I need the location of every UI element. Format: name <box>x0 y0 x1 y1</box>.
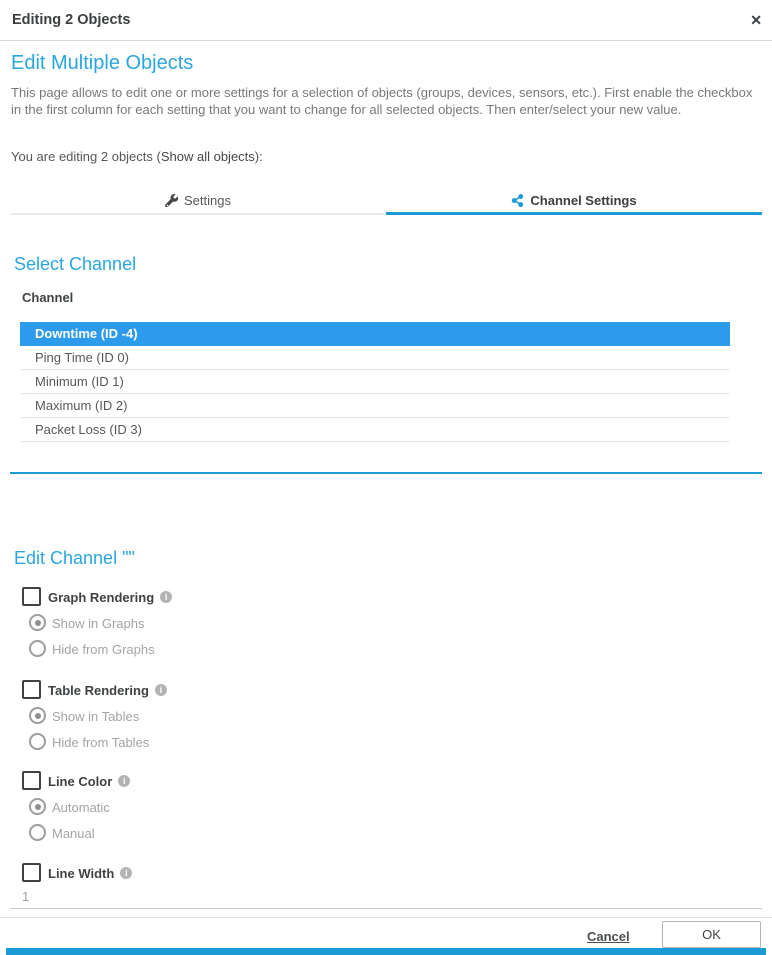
hide-from-graphs-label: Hide from Graphs <box>52 642 155 657</box>
hide-from-tables-radio[interactable] <box>29 733 46 750</box>
show-in-tables-label: Show in Tables <box>52 709 140 724</box>
tab-channel-settings[interactable] <box>386 188 762 215</box>
tab-channel-settings-label: Channel Settings <box>530 192 637 208</box>
automatic-label: Automatic <box>52 800 110 815</box>
line-width-input-underline <box>10 908 762 909</box>
description-line: in the first column for each setting that you want to change for all selected objects. Then enter/select your new value. <box>11 102 682 117</box>
info-icon[interactable]: i <box>120 867 132 879</box>
line-width-label: Line Width i <box>48 866 132 881</box>
tab-bar <box>10 188 762 215</box>
table-rendering-label: Table Rendering i <box>48 683 167 698</box>
channel-row-packet-loss[interactable]: Packet Loss (ID 3) <box>20 418 730 442</box>
header-divider <box>0 40 772 41</box>
tab-settings[interactable] <box>10 188 386 215</box>
share-icon <box>511 194 524 207</box>
line-width-input[interactable]: 1 <box>22 889 30 904</box>
show-all-objects-link[interactable]: Show all objects <box>160 149 255 164</box>
hide-from-graphs-radio[interactable] <box>29 640 46 657</box>
line-color-checkbox[interactable] <box>22 771 41 790</box>
wrench-icon <box>165 194 178 207</box>
dialog-title: Editing 2 Objects <box>12 12 131 28</box>
page-title: Edit Multiple Objects <box>11 52 194 74</box>
show-in-tables-radio[interactable] <box>29 707 46 724</box>
edit-channel-heading: Edit Channel "" <box>14 548 135 568</box>
channel-row-maximum[interactable]: Maximum (ID 2) <box>20 394 730 418</box>
footer-divider <box>0 917 772 918</box>
show-in-graphs-radio[interactable] <box>29 614 46 631</box>
manual-radio[interactable] <box>29 824 46 841</box>
info-icon[interactable]: i <box>160 591 172 603</box>
automatic-radio[interactable] <box>29 798 46 815</box>
channel-row-downtime[interactable]: Downtime (ID -4) <box>20 322 730 346</box>
channel-row-ping-time[interactable]: Ping Time (ID 0) <box>20 346 730 370</box>
table-rendering-checkbox[interactable] <box>22 680 41 699</box>
show-in-graphs-label: Show in Graphs <box>52 616 145 631</box>
manual-label: Manual <box>52 826 95 841</box>
hide-from-tables-label: Hide from Tables <box>52 735 150 750</box>
cancel-button[interactable]: Cancel <box>587 929 630 944</box>
editing-summary-suffix: ): <box>254 149 263 164</box>
page-description <box>11 84 767 118</box>
channel-list-divider <box>10 472 762 474</box>
editing-summary-text: You are editing 2 objects ( <box>11 149 161 164</box>
info-icon[interactable]: i <box>155 684 167 696</box>
channel-list <box>20 322 730 442</box>
description-line: This page allows to edit one or more settings for a selection of objects (groups, devices, sensors, etc.). First enable the checkbox <box>11 85 753 100</box>
info-icon[interactable]: i <box>118 775 130 787</box>
select-channel-heading: Select Channel <box>14 254 137 274</box>
line-color-label: Line Color i <box>48 774 130 789</box>
editing-summary <box>11 149 263 164</box>
channel-column-label: Channel <box>22 290 74 305</box>
tab-settings-label: Settings <box>184 193 231 208</box>
ok-button[interactable]: OK <box>662 921 761 948</box>
dialog-bottom-accent-bar <box>6 948 766 955</box>
graph-rendering-checkbox[interactable] <box>22 587 41 606</box>
line-width-checkbox[interactable] <box>22 863 41 882</box>
close-icon[interactable]: ✕ <box>750 12 762 28</box>
graph-rendering-label: Graph Rendering i <box>48 590 172 605</box>
channel-row-minimum[interactable]: Minimum (ID 1) <box>20 370 730 394</box>
